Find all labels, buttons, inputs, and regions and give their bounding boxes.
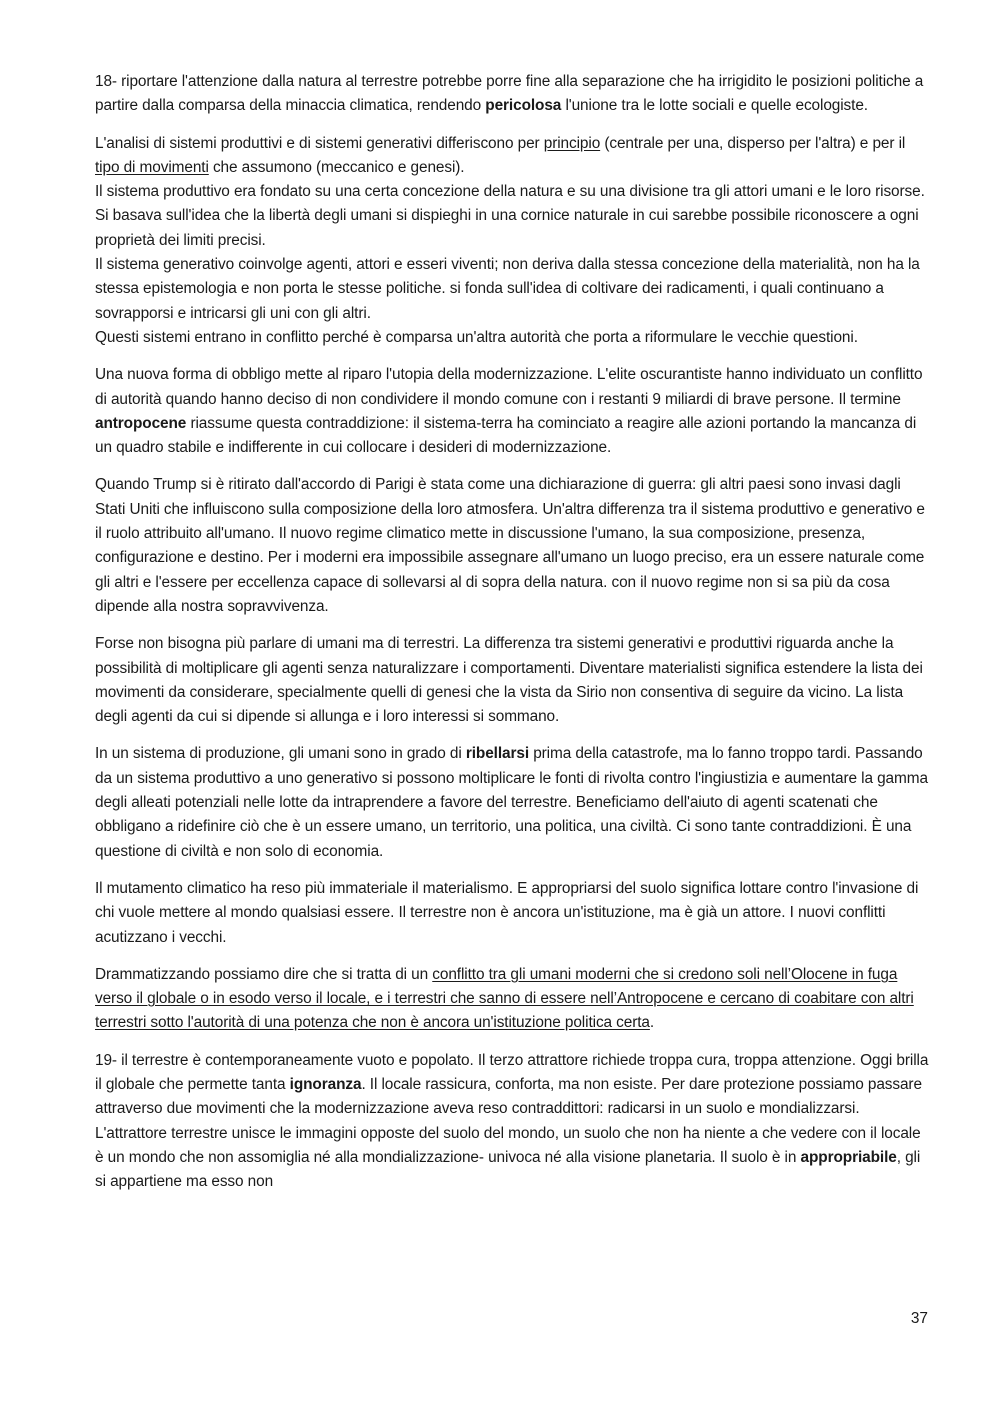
text-run: prima della catastrofe, ma lo fanno troppo tardi. Passando da un sistema produttivo a uno generativo si possono moltiplicare le fonti di rivolta contro l'ingiustizia e aumentare la gamma degli alleati potenziali nelle lotte da intraprendere a favore del terrestre. Beneficiamo dell'aiuto di agenti scatenati che obbligano a ridefinire ciò che è un essere umano, un territorio, una politica, una civiltà. Ci sono tante contraddizioni. È una questione di civiltà e non solo di economia.: [95, 745, 928, 860]
bold-term: antropocene: [95, 414, 187, 432]
text-run: . Il locale rassicura, conforta, ma non esiste. Per dare protezione possiamo passare attraverso due movimenti che la modernizzazione aveva reso contraddittori: radicarsi in un suolo e mondializzarsi. L'attrattore terrestre unisce le immagini opposte del suolo del mondo, un suolo che non ha niente a che vedere con il locale è un mondo che non assomiglia né alla mondializzazione- univoca né alla visione planetaria. Il suolo è in: [95, 1075, 922, 1166]
underlined-term: tipo di movimenti: [95, 158, 209, 176]
paragraph-systems-analysis: [95, 132, 930, 181]
text-run: riassume questa contraddizione: il sistema-terra ha cominciato a reagire alle azioni portando la mancanza di un quadro stabile e indifferente in cui collocare i desideri di modernizzazione.: [95, 414, 917, 457]
text-run: che assumono (meccanico e genesi).: [208, 158, 465, 176]
text-run: (centrale per una, disperso per l'altra) e per il: [600, 134, 906, 152]
text-run: L'analisi di sistemi produttivi e di sistemi generativi differiscono per: [95, 134, 544, 152]
text-run: l'unione tra le lotte sociali e quelle ecologiste.: [561, 97, 868, 115]
bold-term: ribellarsi: [465, 745, 530, 763]
text-run: , gli si appartiene ma esso non: [95, 1148, 921, 1191]
text-run: 19- il terrestre è contemporaneamente vuoto e popolato. Il terzo attrattore richiede troppa cura, troppa attenzione. Oggi brilla il globale che permette tanta: [95, 1051, 929, 1093]
underlined-term: principio: [543, 134, 601, 152]
text-run: .: [649, 1014, 655, 1032]
paragraph-rebellion: [95, 742, 930, 863]
bold-term: appropriabile: [800, 1148, 897, 1166]
page-number: 37: [910, 1310, 928, 1327]
bold-term: ignoranza: [289, 1075, 362, 1093]
paragraph-trump-paris: Quando Trump si è ritirato dall'accordo di Parigi è stata come una dichiarazione di guerra: gli altri paesi sono invasi dagli Stati Uniti che influiscono sulla composizione della loro atmosfera. Un'altra differenza tra il sistema produttivo e generativo e il ruolo attribuito all'umano. Il nuovo regime climatico mette in discussione l'umano, la sua composizione, presenza, configurazione e destino. Per i moderni era impossibile assegnare all'umano un luogo preciso, era un essere naturale come gli altri e l'essere per eccellenza capace di sollevarsi al di sopra della natura. con il nuovo regime non si sa più da cosa dipende alla nostra sopravvivenza.: [95, 476, 925, 615]
paragraph-systems-conflict: Questi sistemi entrano in conflitto perché è comparsa un'altra autorità che porta a riformulare le vecchie questioni.: [95, 328, 858, 346]
paragraph-19-terrestrial: [95, 1049, 930, 1195]
text-run: 18- riportare l'attenzione dalla natura al terrestre potrebbe porre fine alla separazione che ha irrigidito le posizioni politiche a partire dalla comparsa della minaccia climatica, rendendo: [95, 73, 924, 115]
document-page: [95, 70, 930, 1207]
text-run: In un sistema di produzione, gli umani sono in grado di: [95, 745, 466, 763]
text-run: Drammatizzando possiamo dire che si tratta di un: [95, 965, 433, 983]
paragraph-dramatizing: [95, 963, 930, 1036]
text-run: Una nuova forma di obbligo mette al riparo l'utopia della modernizzazione. L'elite oscurantiste hanno individuato un conflitto di autorità quando hanno deciso di non condividere il mondo comune con i restanti 9 miliardi di brave persone. Il termine: [95, 366, 923, 408]
paragraph-terrestrials: Forse non bisogna più parlare di umani ma di terrestri. La differenza tra sistemi generativi e produttivi riguarda anche la possibilità di moltiplicare gli agenti senza naturalizzare i comportamenti. Diventare materialisti significa estendere la lista dei movimenti da considerare, specialmente quelli di genesi che la vista da Sirio non consentiva di seguire da vicino. La lista degli agenti da cui si dipende si allunga e i loro interessi si sommano.: [95, 635, 923, 726]
paragraph-generative-system: Il sistema generativo coinvolge agenti, attori e esseri viventi; non deriva dalla stessa concezione della materialità, non ha la stessa epistemologia e non porta le stesse politiche. si fonda sull'idea di coltivare dei radicamenti, i quali continuano a sovrapporsi e intricarsi gli uni con gli altri.: [95, 256, 920, 322]
bold-term: pericolosa: [485, 97, 562, 115]
paragraph-18-intro: [95, 70, 930, 119]
underlined-passage: conflitto tra gli umani moderni che si credono soli nell’Olocene in fuga verso il globale o in esodo verso il locale, e i terrestri che sanno di essere nell’Antropocene e cercano di coabitare con altri terrestri sotto l'autorità di una potenza che non è ancora un'istituzione politica certa: [95, 965, 914, 1032]
paragraph-climate-materialism: Il mutamento climatico ha reso più immateriale il materialismo. E appropriarsi del suolo significa lottare contro l'invasione di chi vuole mettere al mondo qualsiasi essere. Il terrestre non è ancora un'istituzione, ma è già un attore. I nuovi conflitti acutizzano i vecchi.: [95, 879, 919, 946]
paragraph-anthropocene: [95, 363, 930, 460]
paragraph-productive-system: Il sistema produttivo era fondato su una certa concezione della natura e su una divisione tra gli attori umani e le loro risorse. Si basava sull'idea che la libertà degli umani si dispieghi in una cornice naturale in cui sarebbe possibile riconoscere a ogni proprietà dei limiti precisi.: [95, 183, 925, 249]
